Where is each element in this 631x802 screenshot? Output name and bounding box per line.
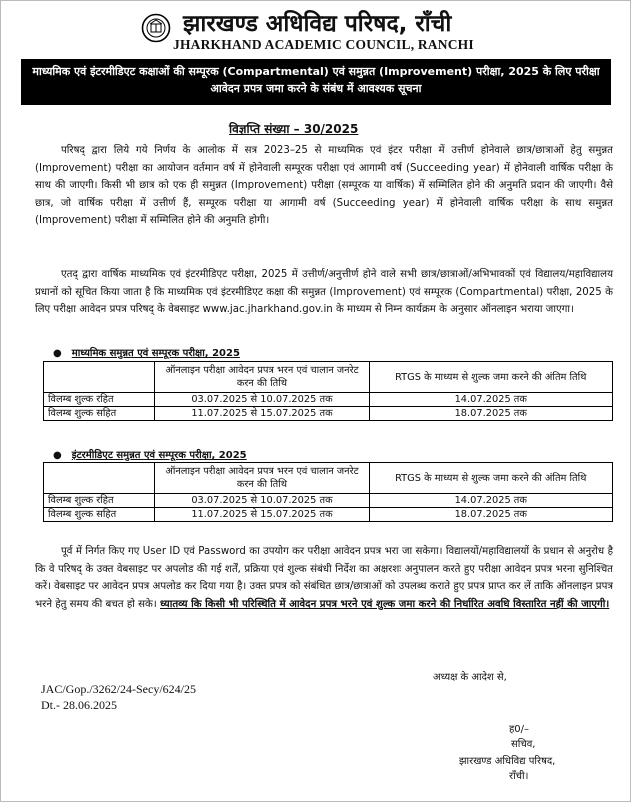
table-header-blank xyxy=(44,463,155,494)
row-fee-type: विलम्ब शुल्क रहित xyxy=(44,494,155,508)
signatory-organization: झारखण्ड अधिविद्य परिषद, xyxy=(459,756,556,767)
table-header-online: ऑनलाइन परीक्षा आवेदन प्रपत्र भरन एवं चालान जनरेट करन की तिथि xyxy=(155,463,369,494)
schedule-table-intermediate xyxy=(43,462,613,522)
instructions-text: पूर्व में निर्गत किए गए User ID एवं Password का उपयोग कर परीक्षा आवेदन प्रपत्र भरा जा सकेगा। विद्यालयों/महाविद्यालयों के प्रधान से अनुरोध है कि वे परिषद् के उक्त वेबसाइट पर अपलोड की गई शर्तें, प्रक्रिया एवं शुल्क संबंधी निर्देश का अक्षरशः अनुपालन करते हुए परीक्षा आवेदन प्रपत्र भरना सुनिश्चित करें। वेबसाइट पर आवेदन प्रपत्र अपलोड कर दिया गया है। उक्त प्रपत्र को संबंधित छात्र/छात्राओं को उपलब्ध कराते हुए प्रपत्र प्राप्त कर लें ताकि ऑनलाइन प्रपत्र भरने हेतु समय की बचत हो सके। xyxy=(35,546,613,610)
bullet-icon: ● xyxy=(53,348,62,359)
row-fee-type: विलम्ब शुल्क रहित xyxy=(44,393,155,407)
row-rtgs-date: 18.07.2025 तक xyxy=(369,407,613,421)
row-rtgs-date: 14.07.2025 तक xyxy=(369,494,613,508)
letter-date: Dt.- 28.06.2025 xyxy=(41,698,117,712)
table-header-row xyxy=(44,362,613,393)
section-label-text: माध्यमिक समुन्नत एवं सम्पूरक परीक्षा, 2025 xyxy=(71,348,240,359)
row-online-dates: 03.07.2025 से 10.07.2025 तक xyxy=(155,393,369,407)
signature-mark: ह0/– xyxy=(509,724,530,735)
signatory-place: राँची। xyxy=(509,771,529,782)
section-label-secondary xyxy=(53,345,240,359)
bullet-icon: ● xyxy=(53,450,62,461)
paragraph-improvement-rules: परिषद् द्वारा लिये गये निर्णय के आलोक में सत्र 2023–25 से माध्यमिक एवं इंटर परीक्षा में उत्तीर्ण होनेवाले छात्र/छात्राओं हेतु समुन्नत (Improvement) परीक्षा का आयोजन वर्तमान वर्ष में होनेवाली सम्पूरक परीक्षा एवं आगामी वर्ष (Succeeding year) में होनेवाली वार्षिक परीक्षा के साथ की जाएगी। किसी भी छात्र को एक ही समुन्नत (Improvement) परीक्षा (सम्पूरक या वार्षिक) में सम्मिलित होने की अनुमति प्रदान की जाएगी। वैसे छात्र, जो वार्षिक परीक्षा में उत्तीर्ण हैं, सम्पूरक परीक्षा या आगामी वर्ष (Succeeding year) में होनेवाली वार्षिक परीक्षा के साथ समुन्नत (Improvement) परीक्षा में सम्मिलित होने की अनुमति होगी। xyxy=(35,145,613,227)
section-label-intermediate xyxy=(53,447,247,461)
paragraph-application-info: एतद् द्वारा वार्षिक माध्यमिक एवं इंटरमीडिएट परीक्षा, 2025 में उत्तीर्ण/अनुत्तीर्ण होने वाले सभी छात्र/छात्राओं/अभिभावकों एवं विद्यालय/महाविद्यालय प्रधानों को सूचित किया जाता है कि माध्यमिक एवं इंटरमीडिएट कक्षा की समुन्नत (Improvement) एवं सम्पूरक (Compartmental) परीक्षा, 2025 के लिए परीक्षा आवेदन प्रपत्र परिषद् के वेबसाइट www.jac.jharkhand.gov.in के माध्यम से निम्न कार्यक्रम के अनुसार ऑनलाइन भराया जाएगा। xyxy=(35,269,613,316)
deadline-warning: ध्यातव्य कि किसी भी परिस्थिति में आवेदन प्रपत्र भरने एवं शुल्क जमा करने की निर्धारित अवधि विस्तारित नहीं की जाएगी। xyxy=(159,598,610,610)
table-header-rtgs: RTGS के माध्यम से शुल्क जमा करने की अंतिम तिथि xyxy=(369,362,613,393)
table-header-blank xyxy=(44,362,155,393)
row-fee-type: विलम्ब शुल्क सहित xyxy=(44,407,155,421)
paragraph-instructions xyxy=(35,543,613,613)
council-title-hindi: झारखण्ड अधिविद्य परिषद, राँची xyxy=(183,11,452,37)
table-row xyxy=(44,393,613,407)
council-title-english: JHARKHAND ACADEMIC COUNCIL, RANCHI xyxy=(173,37,474,52)
table-header-rtgs: RTGS के माध्यम से शुल्क जमा करने की अंतिम तिथि xyxy=(369,463,613,494)
row-online-dates: 11.07.2025 से 15.07.2025 तक xyxy=(155,407,369,421)
table-row xyxy=(44,407,613,421)
row-rtgs-date: 18.07.2025 तक xyxy=(369,508,613,522)
signatory-designation: सचिव, xyxy=(511,739,536,750)
row-fee-type: विलम्ब शुल्क सहित xyxy=(44,508,155,522)
table-row xyxy=(44,508,613,522)
order-line: अध्यक्ष के आदेश से, xyxy=(433,672,507,683)
row-online-dates: 03.07.2025 से 10.07.2025 तक xyxy=(155,494,369,508)
notice-number: विज्ञप्ति संख्या – 30/2025 xyxy=(229,122,359,136)
table-row xyxy=(44,494,613,508)
table-header-row xyxy=(44,463,613,494)
schedule-table-secondary xyxy=(43,361,613,421)
row-online-dates: 11.07.2025 से 15.07.2025 तक xyxy=(155,508,369,522)
section-label-text: इंटरमीडिएट समुन्नत एवं सम्पूरक परीक्षा, 2025 xyxy=(71,450,247,461)
letter-number: JAC/Gop./3262/24-Secy/624/25 xyxy=(41,682,196,696)
jac-emblem-icon xyxy=(141,13,171,43)
notice-subject-banner: माध्यमिक एवं इंटरमीडिएट कक्षाओं की सम्पूरक (Compartmental) एवं समुन्नत (Improvement) परीक्षा, 2025 के लिए परीक्षा आवेदन प्रपत्र जमा करने के संबंध में आवश्यक सूचना xyxy=(21,59,611,105)
row-rtgs-date: 14.07.2025 तक xyxy=(369,393,613,407)
table-header-online: ऑनलाइन परीक्षा आवेदन प्रपत्र भरन एवं चालान जनरेट करन की तिथि xyxy=(155,362,369,393)
